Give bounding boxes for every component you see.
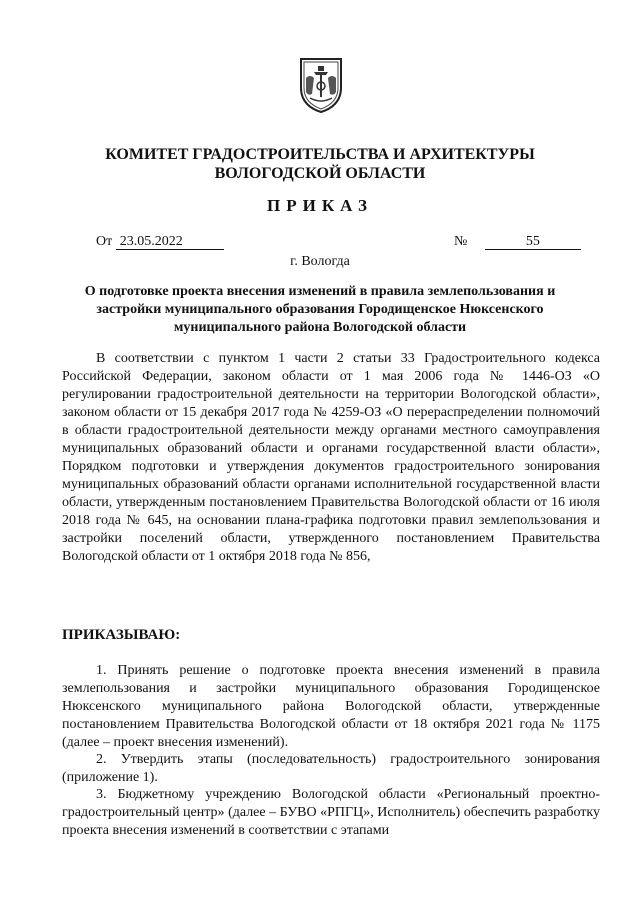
org-line-1: КОМИТЕТ ГРАДОСТРОИТЕЛЬСТВА И АРХИТЕКТУРЫ xyxy=(105,146,535,163)
item-3: 3. Бюджетному учреждению Вологодской области «Региональный проектно-градостроительный центр» (далее – БУВО «РПГЦ», Исполнитель) обеспечить разработку проекта внесения изменений в соответствии с этапами xyxy=(62,787,600,838)
decree-word: ПРИКАЗЫВАЮ: xyxy=(62,627,181,643)
number-prefix: № xyxy=(454,234,468,249)
date-value: 23.05.2022 xyxy=(116,235,224,250)
document-subject: О подготовке проекта внесения изменений в правила землепользования и застройки муниципального образования Городищенское Нюксенского муниципального района Вологодской области xyxy=(84,284,556,335)
organization-name xyxy=(60,145,580,183)
coat-of-arms-icon xyxy=(298,56,344,114)
item-2: 2. Утвердить этапы (последовательность) градостроительного зонирования (приложение 1). xyxy=(62,752,600,785)
date-prefix: От xyxy=(96,234,113,249)
number-line xyxy=(454,234,581,250)
number-value: 55 xyxy=(485,235,581,250)
city: г. Вологда xyxy=(290,254,350,269)
org-line-2: ВОЛОГОДСКОЙ ОБЛАСТИ xyxy=(214,165,426,182)
item-1: 1. Принять решение о подготовке проекта внесения изменений в правила землепользования и застройки муниципального образования Городищенское Нюксенского муниципального района Вологодской области, утвержденные постановлением Правительства Вологодской области от 18 октября 2021 года № 1175 (далее – проект внесения изменений). xyxy=(62,663,600,750)
date-line xyxy=(96,234,224,250)
document-type: ПРИКАЗ xyxy=(267,196,373,215)
preamble-paragraph: В соответствии с пунктом 1 части 2 статьи 33 Градостроительного кодекса Российской Федерации, законом области от 1 мая 2006 года № 1446-ОЗ «О регулировании градостроительной деятельности на территории Вологодской области», законом области от 15 декабря 2017 года № 4259-ОЗ «О перераспределении полномочий в области градостроительной деятельности между органами местного самоуправления муниципальных образований области и органами государственной власти области», Порядком подготовки и утверждения документов градостроительного зонирования муниципальных образований области органами исполнительной государственной власти области, утвержденным постановлением Правительства Вологодской области от 16 июля 2018 года № 645, на основании плана-графика подготовки правил землепользования и застройки поселений области, утвержденного постановлением Правительства Вологодской области от 1 октября 2018 года № 856, xyxy=(62,351,600,564)
